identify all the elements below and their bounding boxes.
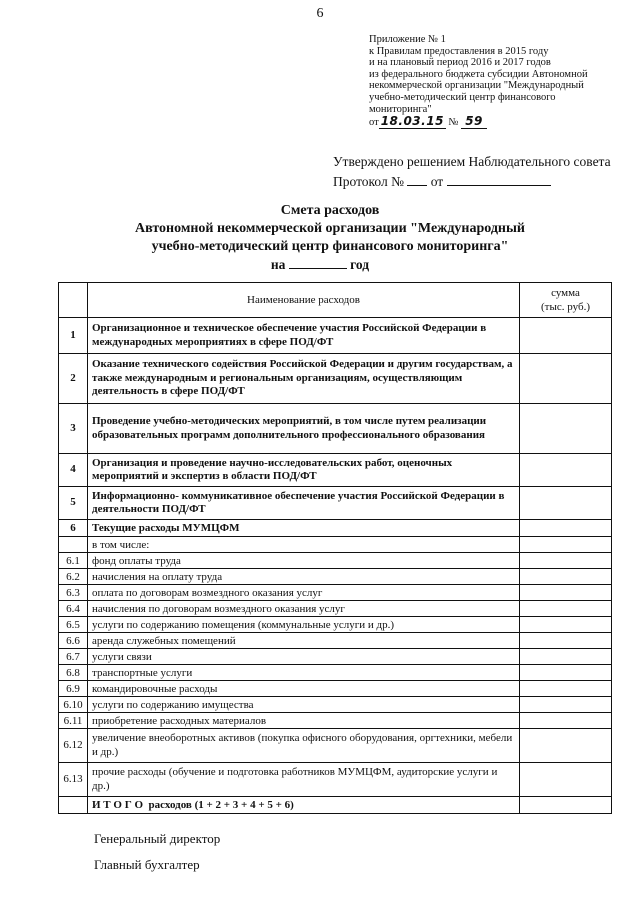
subrow-name: оплата по договорам возмездного оказания услуг [88, 585, 520, 601]
total-sum-cell [520, 797, 612, 814]
subrow-sum [520, 665, 612, 681]
total-number-cell [59, 797, 88, 814]
year-suffix: год [350, 257, 370, 272]
row-number: 4 [59, 454, 88, 487]
subrow-name: фонд оплаты труда [88, 553, 520, 569]
row-sum [520, 318, 612, 354]
row-sum [520, 404, 612, 454]
table-subrow [59, 601, 612, 617]
header-sum-line: (тыс. руб.) [541, 301, 590, 313]
table-header-row [59, 283, 612, 318]
table-row-including [59, 537, 612, 553]
protocol-number-blank [407, 173, 427, 186]
subrow-name: начисления по договорам возмездного оказания услуг [88, 601, 520, 617]
director-signature-label: Генеральный директор [94, 831, 221, 846]
row-name: Текущие расходы МУМЦФМ [88, 520, 520, 537]
row-sum [520, 487, 612, 520]
row-name: Проведение учебно-методических мероприятий, в том числе путем реализации образовательных программ дополнительного профессионального образования [88, 404, 520, 454]
protocol-line [333, 172, 611, 192]
subrow-name: увеличение внеоборотных активов (покупка офисного оборудования, оргтехники, мебели и др.) [88, 729, 520, 763]
subrow-number: 6.11 [59, 713, 88, 729]
year-blank [289, 256, 347, 269]
protocol-date-blank [447, 173, 551, 186]
row-name: Информационно- коммуникативное обеспечение участия Российской Федерации в деятельности ПОД/ФТ [88, 487, 520, 520]
protocol-from-label: от [430, 174, 444, 189]
row-sum [520, 537, 612, 553]
subrow-number: 6.5 [59, 617, 88, 633]
table-subrow [59, 633, 612, 649]
table-row [59, 354, 612, 404]
table-subrow [59, 569, 612, 585]
table-row [59, 404, 612, 454]
subrow-sum [520, 617, 612, 633]
subrow-number: 6.3 [59, 585, 88, 601]
header-num-cell [59, 283, 88, 318]
subrow-sum [520, 763, 612, 797]
subrow-number: 6.12 [59, 729, 88, 763]
subrow-sum [520, 569, 612, 585]
subrow-sum [520, 633, 612, 649]
row-name: Организация и проведение научно-исследовательских работ, оценочных мероприятий и экспертиз в области ПОД/ФТ [88, 454, 520, 487]
subrow-number: 6.8 [59, 665, 88, 681]
row-number: 3 [59, 404, 88, 454]
subrow-number: 6.13 [59, 763, 88, 797]
table-row [59, 487, 612, 520]
number-label: № [448, 117, 459, 129]
accountant-signature-label: Главный бухгалтер [94, 857, 200, 872]
subrow-number: 6.1 [59, 553, 88, 569]
row-name: Организационное и техническое обеспечение участия Российской Федерации в международных мероприятиях в сфере ПОД/ФТ [88, 318, 520, 354]
table-row [59, 454, 612, 487]
appendix-line: некоммерческой организации "Международный [369, 80, 584, 92]
handwritten-date: 18.03.15 [380, 114, 444, 129]
subrow-number: 6.9 [59, 681, 88, 697]
subrow-name: услуги по содержанию имущества [88, 697, 520, 713]
appendix-line: к Правилам предоставления в 2015 году [369, 45, 549, 57]
table-subrow [59, 617, 612, 633]
table-subrow [59, 697, 612, 713]
subrow-sum [520, 713, 612, 729]
row-number [59, 537, 88, 553]
table-row [59, 520, 612, 537]
appendix-line: и на плановый период 2016 и 2017 годов [369, 57, 551, 69]
appendix-block [369, 34, 619, 129]
subrow-name: командировочные расходы [88, 681, 520, 697]
subrow-name: услуги по содержанию помещения (коммунальные услуги и др.) [88, 617, 520, 633]
subrow-name: услуги связи [88, 649, 520, 665]
subrow-number: 6.10 [59, 697, 88, 713]
handwritten-number: 59 [461, 114, 487, 129]
year-prefix: на [270, 257, 286, 272]
row-sum [520, 354, 612, 404]
title-line: учебно-методический центр финансового мониторинга" [151, 239, 509, 254]
table-subrow [59, 729, 612, 763]
title-line: Смета расходов [280, 203, 380, 218]
subrow-name: начисления на оплату труда [88, 569, 520, 585]
subrow-number: 6.4 [59, 601, 88, 617]
subrow-number: 6.6 [59, 633, 88, 649]
subrow-sum [520, 697, 612, 713]
table-subrow [59, 665, 612, 681]
row-sum [520, 454, 612, 487]
subrow-sum [520, 601, 612, 617]
subrow-sum [520, 729, 612, 763]
table-subrow [59, 681, 612, 697]
header-sum-cell [520, 283, 612, 318]
row-number: 2 [59, 354, 88, 404]
protocol-label: Протокол № [333, 174, 404, 189]
row-name: Оказание технического содействия Российской Федерации и другим государствам, а также международным и региональным организациям, осуществляющим деятельность в сфере ПОД/ФТ [88, 354, 520, 404]
table-subrow [59, 713, 612, 729]
table-subrow [59, 585, 612, 601]
row-sum [520, 520, 612, 537]
table-row [59, 318, 612, 354]
year-line [0, 256, 640, 273]
row-number: 5 [59, 487, 88, 520]
table-subrow [59, 649, 612, 665]
approval-text: Утверждено решением Наблюдательного совета [333, 154, 611, 169]
title-line: Автономной некоммерческой организации "Международный [135, 221, 525, 236]
subrow-number: 6.2 [59, 569, 88, 585]
row-number: 6 [59, 520, 88, 537]
header-sum-line: сумма [551, 287, 580, 299]
appendix-line: учебно-методический центр финансового [369, 91, 556, 103]
table-subrow [59, 763, 612, 797]
subrow-sum [520, 681, 612, 697]
total-label: И Т О Г О расходов (1 + 2 + 3 + 4 + 5 + 6) [88, 797, 520, 814]
subrow-sum [520, 649, 612, 665]
table-total-row [59, 797, 612, 814]
subrow-name: транспортные услуги [88, 665, 520, 681]
appendix-line: из федерального бюджета субсидии Автономной [369, 68, 588, 80]
date-prefix: от [369, 117, 379, 129]
row-number: 1 [59, 318, 88, 354]
signature-block [94, 826, 220, 878]
subrow-name: приобретение расходных материалов [88, 713, 520, 729]
approval-block [333, 152, 611, 192]
appendix-line: Приложение № 1 [369, 34, 446, 45]
subrow-name: прочие расходы (обучение и подготовка работников МУМЦФМ, аудиторские услуги и др.) [88, 763, 520, 797]
appendix-line: мониторинга" [369, 103, 432, 115]
subrow-name: аренда служебных помещений [88, 633, 520, 649]
page-number: 6 [316, 6, 324, 21]
subrow-number: 6.7 [59, 649, 88, 665]
estimate-table [58, 282, 612, 814]
subrow-sum [520, 585, 612, 601]
document-title [60, 202, 600, 256]
subrow-sum [520, 553, 612, 569]
table-subrow [59, 553, 612, 569]
header-name-cell: Наименование расходов [88, 283, 520, 318]
row-name: в том числе: [88, 537, 520, 553]
appendix-date-line [369, 116, 619, 129]
